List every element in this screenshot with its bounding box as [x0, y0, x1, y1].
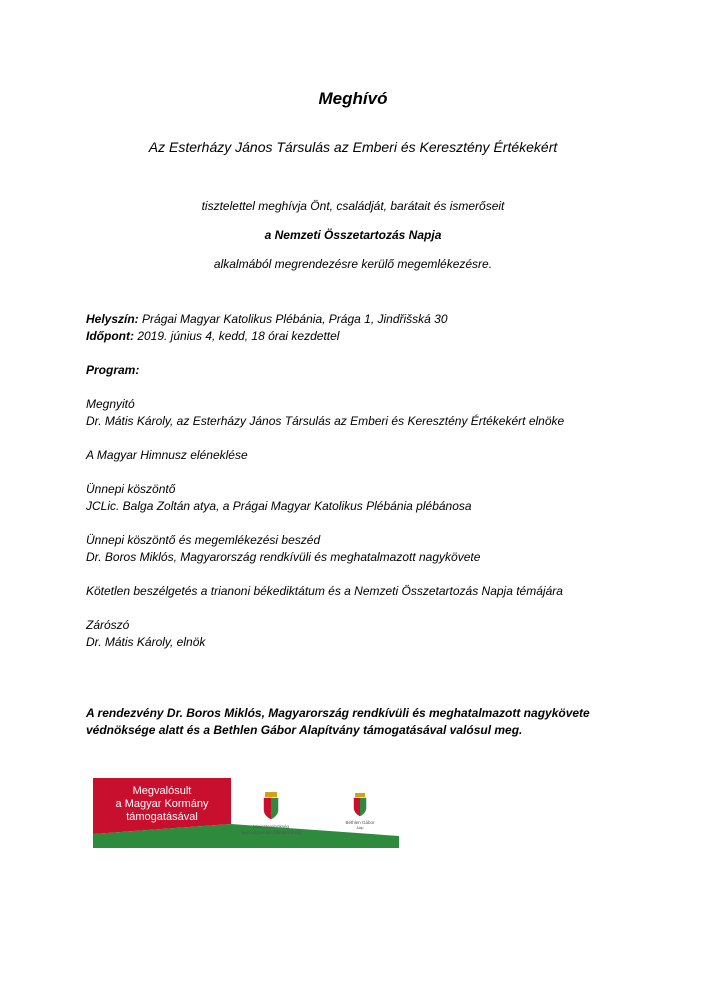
- bethlen-name-line1: Bethlen Gábor: [345, 820, 375, 825]
- program-item-title: Kötetlen beszélgetés a trianoni békediktátum és a Nemzeti Összetartozás Napja témájára: [86, 584, 563, 598]
- event-name: a Nemzeti Összetartozás Napja: [264, 228, 442, 242]
- program-item-speaker: JCLic. Balga Zoltán atya, a Prágai Magyar Katolikus Plébánia plébánosa: [86, 499, 472, 513]
- patronage-line: A rendezvény Dr. Boros Miklós, Magyarország rendkívüli és meghatalmazott nagykövete: [86, 706, 590, 720]
- program-heading: Program:: [86, 363, 140, 377]
- program-section: [86, 362, 646, 651]
- location-row: [86, 311, 646, 328]
- organizer-line: Az Esterházy János Társulás az Emberi és Keresztény Értékekért: [148, 139, 558, 155]
- program-item-speaker: Dr. Mátis Károly, az Esterházy János Társulás az Emberi és Keresztény Értékekért elnöke: [86, 414, 565, 428]
- ministry-name-line1: Miniszterelnökség: [252, 824, 290, 829]
- banner-text-line3: támogatásával: [126, 811, 198, 823]
- program-item-speaker: Dr. Boros Miklós, Magyarország rendkívüli és meghatalmazott nagykövete: [86, 550, 481, 564]
- ministry-name-line2: Nemzetpolitikai Államtitkárság: [240, 830, 302, 835]
- hungarian-coat-of-arms-icon: [264, 792, 278, 819]
- patronage-line: védnöksége alatt és a Bethlen Gábor Alapítvány támogatásával valósul meg.: [86, 723, 523, 737]
- time-row: [86, 328, 646, 345]
- program-item-title: Zárószó: [86, 618, 130, 632]
- time-label: Időpont:: [86, 329, 134, 343]
- banner-text-line2: a Magyar Kormány: [115, 798, 209, 810]
- location-value: Prágai Magyar Katolikus Plébánia, Prága 1, Jindřišská 30: [138, 312, 448, 326]
- banner-text-line1: Megvalósult: [132, 785, 192, 797]
- program-item-title: A Magyar Himnusz eléneklése: [86, 448, 248, 462]
- event-details: [86, 311, 646, 345]
- time-value: 2019. június 4, kedd, 18 órai kezdettel: [133, 329, 340, 343]
- support-logo-banner: [93, 778, 399, 848]
- location-label: Helyszín:: [86, 312, 139, 326]
- occasion-line: alkalmából megrendezésre kerülő megemlékezésre.: [213, 257, 493, 271]
- program-item-title: Ünnepi köszöntő és megemlékezési beszéd: [86, 533, 321, 547]
- program-item-title: Megnyitó: [86, 397, 135, 411]
- invitation-title: Meghívó: [318, 89, 388, 108]
- patronage-note: [86, 705, 646, 739]
- program-item-speaker: Dr. Mátis Károly, elnök: [86, 635, 206, 649]
- bethlen-name-line2: Alap: [356, 826, 364, 830]
- program-item-title: Ünnepi köszöntő: [86, 482, 176, 496]
- bethlen-gabor-crest-icon: [354, 793, 366, 816]
- invite-line: tisztelettel meghívja Önt, családját, barátait és ismerőseit: [201, 199, 505, 213]
